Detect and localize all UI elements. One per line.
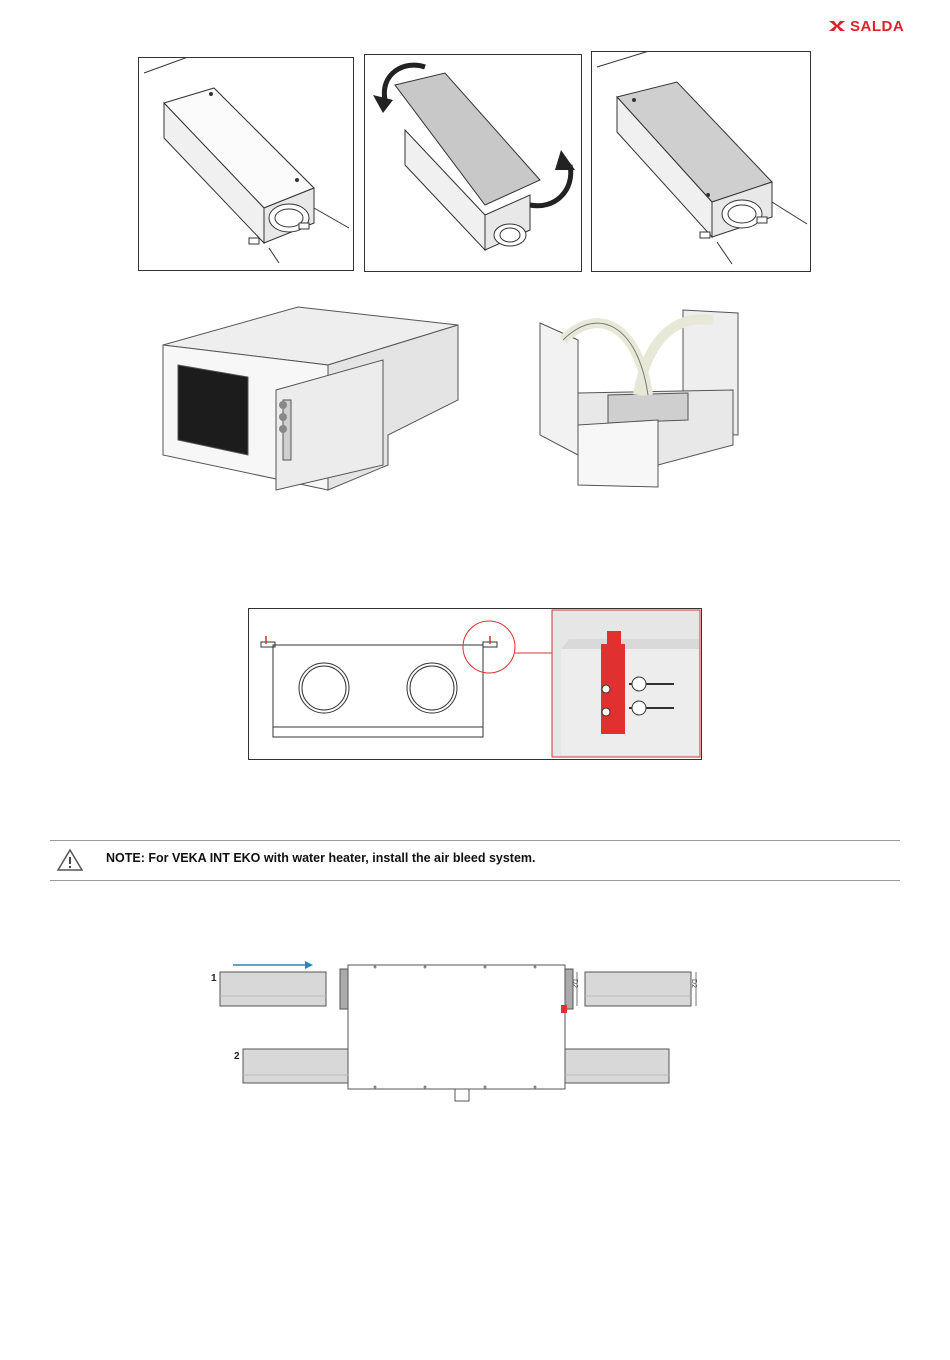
lid-removal-drawing (365, 55, 581, 271)
note-top-rule (50, 840, 900, 841)
dimension-label-left: D2 (571, 979, 578, 988)
salda-logo (828, 15, 908, 37)
duct-connection-figure (205, 955, 710, 1105)
bracket-detail-figure (248, 608, 702, 760)
unit-panel-figure (591, 51, 811, 272)
duct-label-1: 1 (211, 973, 217, 984)
rotate-arrow-icon (373, 95, 393, 113)
airflow-arrow-icon (305, 961, 313, 969)
unit-closed-figure (138, 57, 354, 271)
lid-removal-figure (364, 54, 582, 272)
bracket-detail-drawing (249, 609, 701, 759)
brand-name: SALDA (850, 17, 905, 35)
dimension-label-right: D2 (690, 979, 697, 988)
note-bottom-rule (50, 880, 900, 881)
unit-panel-drawing (592, 52, 810, 271)
unit-open-drawing (538, 305, 743, 490)
unit-open-figure (538, 305, 743, 490)
unit-closed-drawing (139, 58, 353, 270)
rotate-arrow-icon-2 (555, 150, 575, 170)
unit-isometric-drawing (158, 305, 463, 495)
unit-isometric-figure (158, 305, 463, 495)
note-text: NOTE: For VEKA INT EKO with water heater, install the air bleed system. (106, 851, 536, 865)
duct-label-2: 2 (234, 1051, 240, 1062)
salda-logo-icon (828, 18, 846, 34)
warning-triangle-icon (57, 848, 83, 877)
duct-connection-drawing (205, 955, 710, 1105)
